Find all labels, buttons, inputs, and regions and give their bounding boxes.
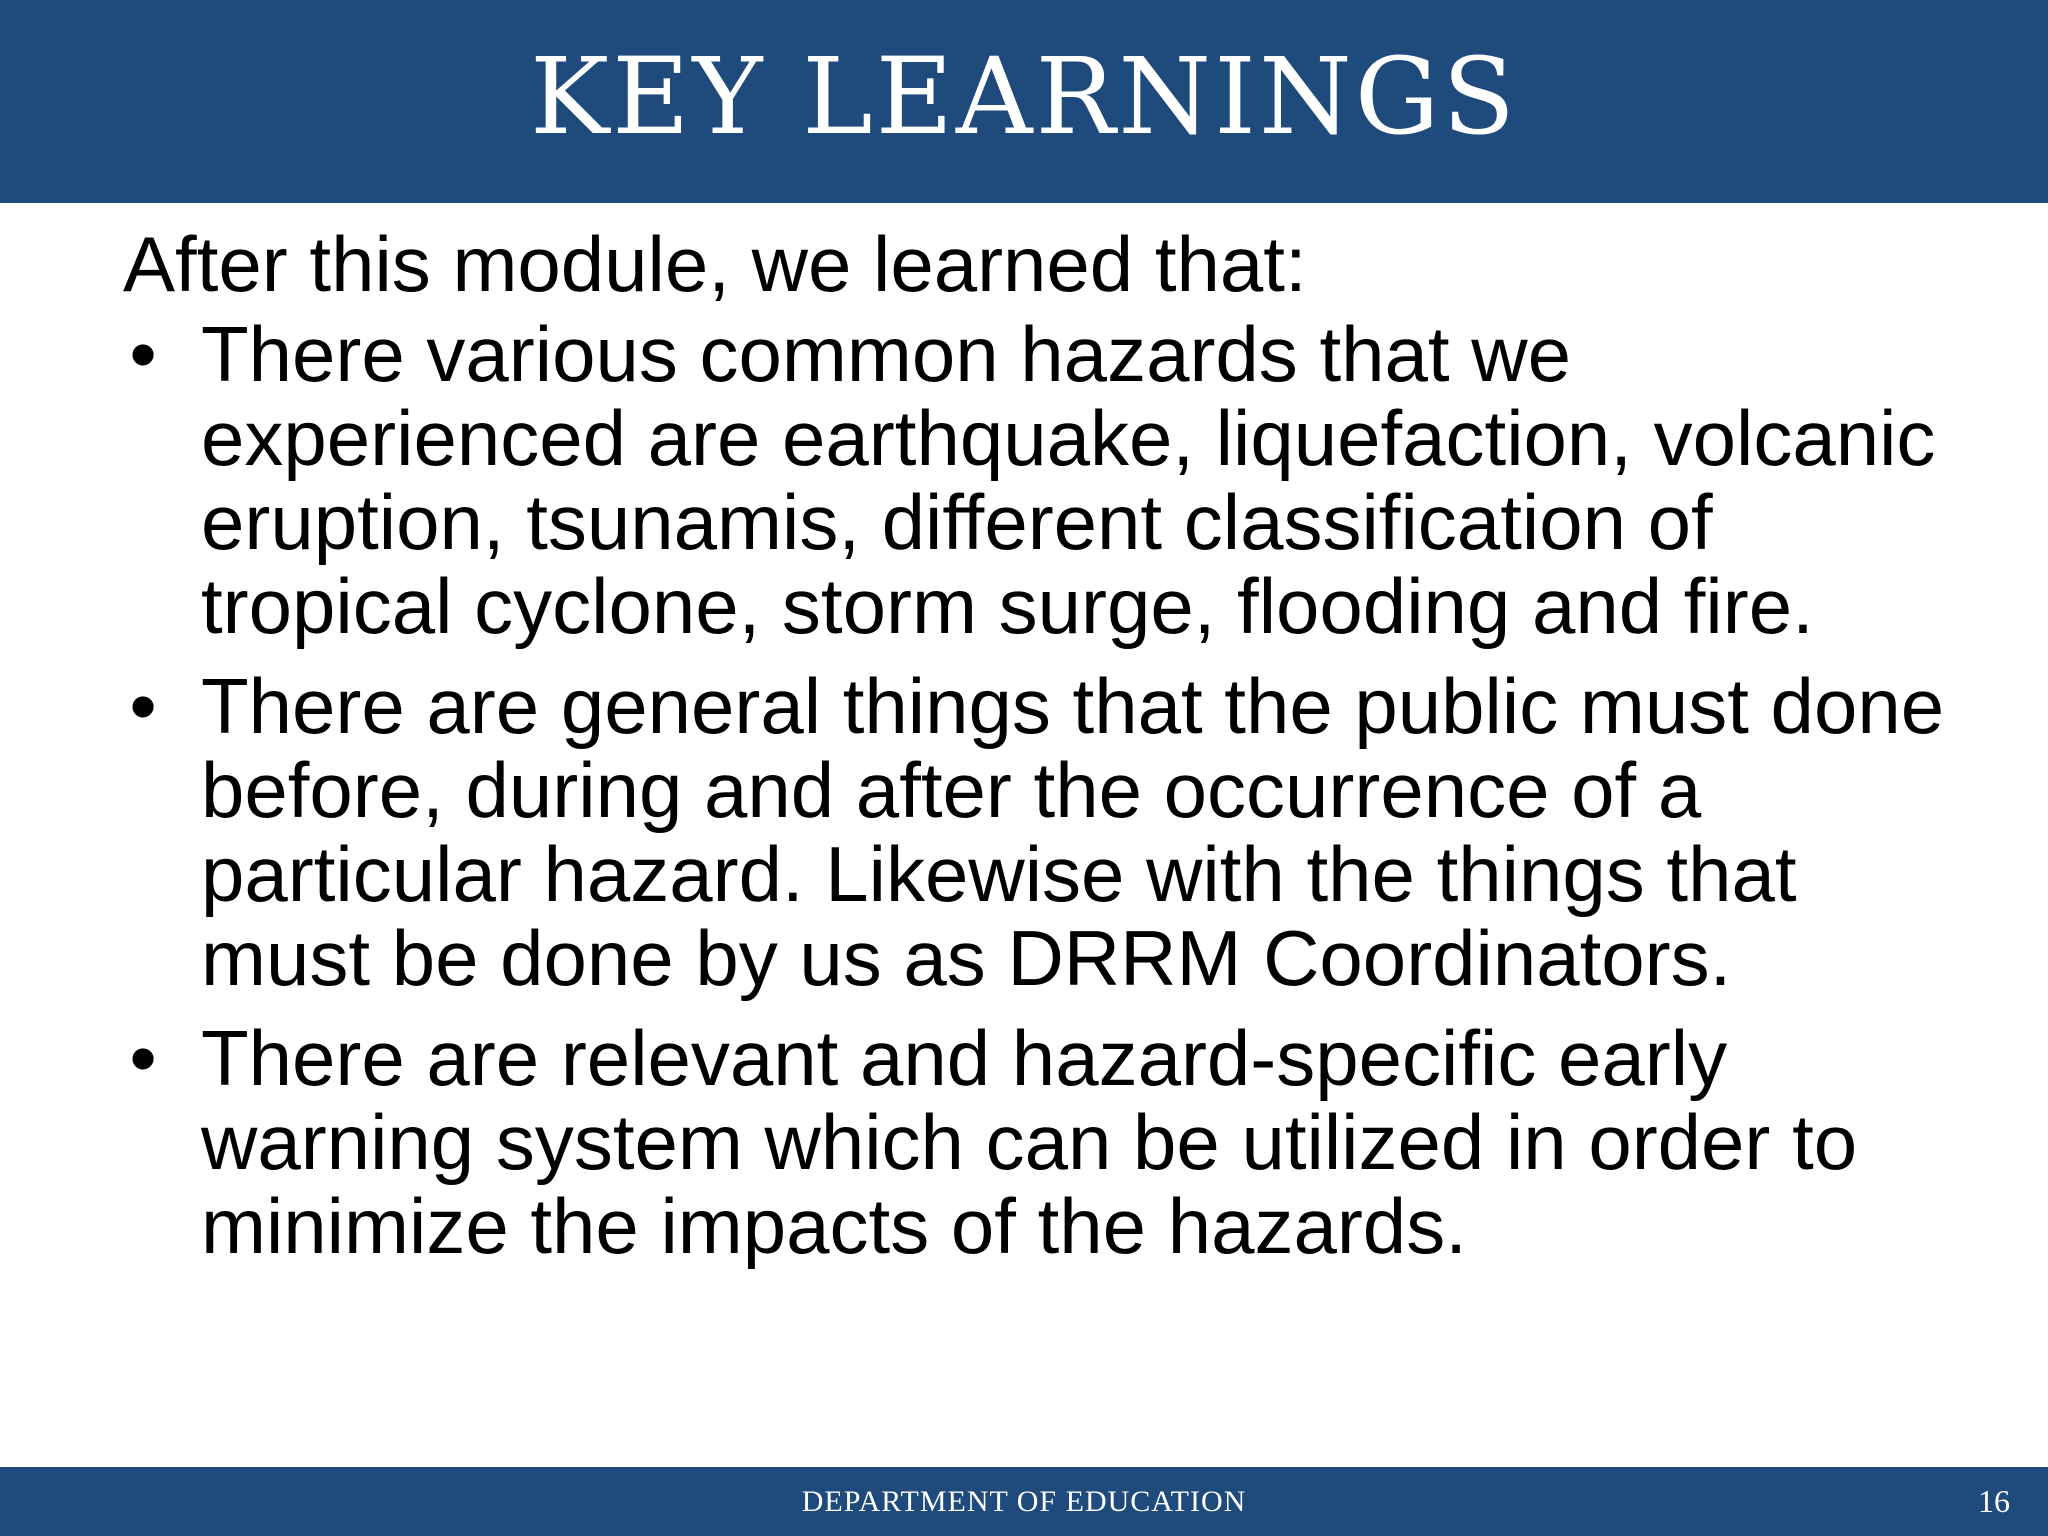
footer-bar (0, 1467, 2048, 1536)
page-number: 16 (1978, 1483, 2010, 1519)
bullet-icon: • (129, 662, 157, 750)
bullet-text: There are general things that the public must done before, during and after the occurrence of a particular hazard. Likewise with the things that must be done by us as DRRM Coordinators. (201, 662, 1945, 1002)
bullet-list (123, 312, 1953, 1268)
bullet-icon: • (129, 1014, 157, 1102)
bullet-item (123, 1016, 1953, 1268)
intro-text: After this module, we learned that: (123, 220, 1307, 308)
bullet-icon: • (129, 310, 157, 398)
bullet-text: There are relevant and hazard-specific early warning system which can be utilized in order to minimize the impacts of the hazards. (201, 1014, 1858, 1270)
bullet-item (123, 312, 1953, 648)
slide-content (123, 222, 1953, 1284)
title-bar (0, 0, 2048, 203)
bullet-text: There various common hazards that we experienced are earthquake, liquefaction, volcanic eruption, tsunamis, different classification of tropical cyclone, storm surge, flooding and fire. (201, 310, 1936, 650)
bullet-item (123, 664, 1953, 1000)
footer-label: DEPARTMENT OF EDUCATION (801, 1485, 1247, 1518)
slide-title: KEY LEARNINGS (529, 34, 1519, 158)
